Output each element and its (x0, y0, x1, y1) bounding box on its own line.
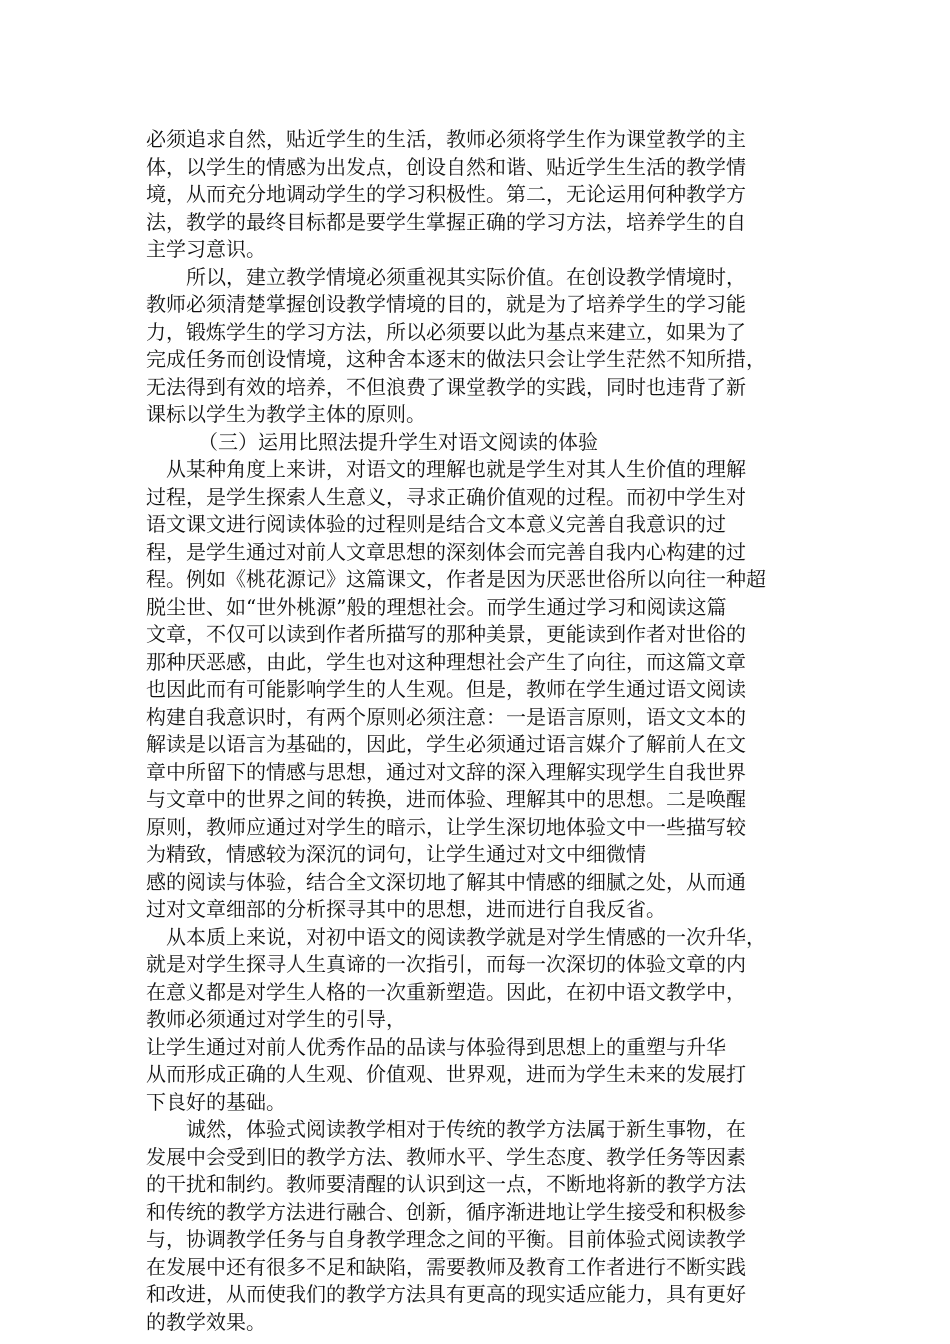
text-line: 和改进，从而使我们的教学方法具有更高的现实适应能力，具有更好 (146, 1282, 746, 1306)
text-line: 文章，不仅可以读到作者所描写的那种美景，更能读到作者对世俗的 (146, 622, 746, 646)
text-line: 发展中会受到旧的教学方法、教师水平、学生态度、教学任务等因素 (146, 1144, 746, 1169)
text-line: 与，协调教学任务与自身教学理念之间的平衡。目前体验式阅读教学 (146, 1227, 746, 1251)
text-line: 也因此而有可能影响学生的人生观。但是，教师在学生通过语文阅读 (146, 677, 746, 701)
text-line: 教师必须清楚掌握创设教学情境的目的，就是为了培养学生的学习能 (146, 292, 746, 316)
text-line: 语文课文进行阅读体验的过程则是结合文本意义完善自我意识的过 (146, 512, 726, 536)
body-text (146, 126, 810, 1336)
text-line: 感的阅读与体验，结合全文深切地了解其中情感的细腻之处，从而通 (146, 869, 746, 894)
text-line: 必须追求自然，贴近学生的生活，教师必须将学生作为课堂教学的主 (146, 127, 746, 151)
text-line: 无法得到有效的培养，不但浪费了课堂教学的实践，同时也违背了新 (146, 374, 746, 399)
text-line: 课标以学生为教学主体的原则。 (146, 402, 426, 426)
text-line: 从而形成正确的人生观、价值观、世界观，进而为学生未来的发展打 (146, 1062, 746, 1086)
text-line: 教师必须通过对学生的引导， (146, 1007, 406, 1031)
text-line: 的干扰和制约。教师要清醒的认识到这一点，不断地将新的教学方法 (146, 1172, 746, 1196)
text-line: 程，是学生通过对前人文章思想的深刻体会而完善自我内心构建的过 (146, 539, 746, 564)
text-line: 法，教学的最终目标都是要学生掌握正确的学习方法，培养学生的自 (146, 209, 746, 234)
text-line: 和传统的教学方法进行融合、创新，循序渐进地让学生接受和积极参 (146, 1199, 746, 1224)
text-line: 原则，教师应通过对学生的暗示，让学生深切地体验文中一些描写较 (146, 814, 746, 839)
text-line: 与文章中的世界之间的转换，进而体验、理解其中的思想。二是唤醒 (146, 787, 746, 811)
text-line: 的教学效果。 (146, 1309, 266, 1334)
text-line: 解读是以语言为基础的，因此，学生必须通过语言媒介了解前人在文 (146, 732, 746, 756)
text-line: 那种厌恶感，由此，学生也对这种理想社会产生了向往，而这篇文章 (146, 649, 746, 674)
text-line: 诚然，体验式阅读教学相对于传统的教学方法属于新生事物，在 (186, 1117, 746, 1141)
text-line: 所以，建立教学情境必须重视其实际价值。在创设教学情境时， (186, 264, 746, 289)
text-line: 主学习意识。 (146, 237, 266, 261)
text-line: 境，从而充分地调动学生的学习积极性。第二，无论运用何种教学方 (146, 182, 746, 206)
text-line: 下良好的基础。 (146, 1089, 286, 1114)
text-line: 章中所留下的情感与思想，通过对文辞的深入理解实现学生自我世界 (146, 759, 746, 784)
text-line: 过对文章细部的分析探寻其中的思想，进而进行自我反省。 (146, 897, 666, 921)
text-line: 构建自我意识时，有两个原则必须注意：一是语言原则，语文文本的 (146, 704, 746, 729)
text-line: 在意义都是对学生人格的一次重新塑造。因此，在初中语文教学中， (146, 979, 746, 1004)
text-line: 过程，是学生探索人生意义，寻求正确价值观的过程。而初中学生对 (146, 484, 746, 509)
text-line: 从本质上来说，对初中语文的阅读教学就是对学生情感的一次升华， (166, 924, 766, 949)
text-line: 体，以学生的情感为出发点，创设自然和谐、贴近学生生活的教学情 (146, 154, 746, 179)
text-line: 从某种角度上来讲，对语文的理解也就是学生对其人生价值的理解 (166, 457, 746, 481)
text-line: 就是对学生探寻人生真谛的一次指引，而每一次深切的体验文章的内 (146, 952, 746, 976)
text-line: 力，锻炼学生的学习方法，所以必须要以此为基点来建立，如果为了 (146, 319, 746, 344)
text-line: 让学生通过对前人优秀作品的品读与体验得到思想上的重塑与升华 (146, 1034, 726, 1059)
text-line: 完成任务而创设情境，这种舍本逐末的做法只会让学生茫然不知所措， (146, 347, 766, 371)
text-line: 程。例如《桃花源记》这篇课文，作者是因为厌恶世俗所以向往一种超 (146, 567, 766, 591)
text-line: （三）运用比照法提升学生对语文阅读的体验 (198, 429, 598, 454)
text-line: 脱尘世、如“世外桃源”般的理想社会。而学生通过学习和阅读这篇 (146, 594, 727, 619)
text-line: 在发展中还有很多不足和缺陷，需要教师及教育工作者进行不断实践 (146, 1254, 746, 1279)
text-line: 为精致，情感较为深沉的词句，让学生通过对文中细微情 (146, 842, 646, 866)
